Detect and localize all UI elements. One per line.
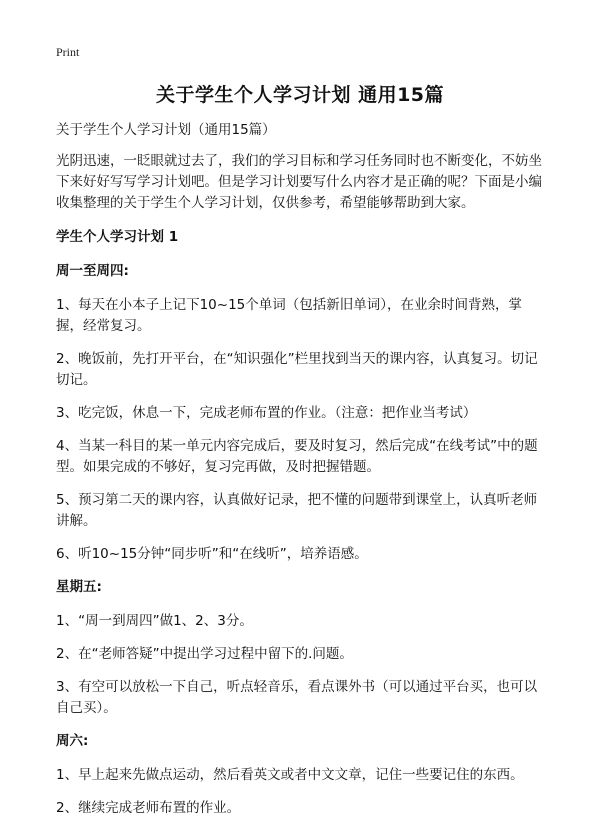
list-item: 1、每天在小本子上记下10~15个单词（包括新旧单词），在业余时间背熟，掌握，经常复习。	[56, 297, 523, 334]
section-heading-saturday: 周六:	[56, 733, 89, 749]
list-item: 3、吃完饭，休息一下，完成老师布置的作业。（注意：把作业当考试）	[56, 405, 477, 421]
section-heading-friday: 星期五:	[56, 579, 102, 595]
list-item: 2、在“老师答疑”中提出学习过程中留下的.问题。	[56, 646, 353, 662]
list-item: 3、有空可以放松一下自己，听点轻音乐，看点课外书（可以通过平台买，也可以自己买）。	[56, 679, 538, 716]
print-label: Print	[56, 45, 80, 59]
document-body	[56, 120, 546, 831]
list-item: 1、“周一到周四”做1、2、3分。	[56, 613, 253, 629]
section-heading-weekdays: 周一至周四:	[56, 263, 129, 279]
document-subtitle: 关于学生个人学习计划（通用15篇）	[56, 122, 276, 138]
list-item: 5、预习第二天的课内容，认真做好记录，把不懂的问题带到课堂上，认真听老师讲解。	[56, 492, 538, 529]
list-item: 6、听10~15分钟“同步听”和“在线听”，培养语感。	[56, 546, 368, 562]
list-item: 1、早上起来先做点运动，然后看英文或者中文文章，记住一些要记住的东西。	[56, 767, 524, 783]
intro-paragraph: 光阴迅速，一眨眼就过去了，我们的学习目标和学习任务同时也不断变化，不妨坐下来好好写写学习计划吧。但是学习计划要写什么内容才是正确的呢？下面是小编收集整理的关于学生个人学习计划，仅供参考，希望能够帮助到大家。	[56, 153, 542, 211]
plan-heading: 学生个人学习计划 1	[56, 229, 179, 245]
list-item: 2、继续完成老师布置的作业。	[56, 800, 241, 816]
list-item: 2、晚饭前，先打开平台，在“知识强化”栏里找到当天的课内容，认真复习。切记切记。	[56, 351, 538, 388]
list-item: 4、当某一科目的某一单元内容完成后，要及时复习，然后完成“在线考试”中的题型。如果完成的不够好，复习完再做，及时把握错题。	[56, 438, 538, 475]
page-title: 关于学生个人学习计划 通用15篇	[155, 84, 445, 106]
